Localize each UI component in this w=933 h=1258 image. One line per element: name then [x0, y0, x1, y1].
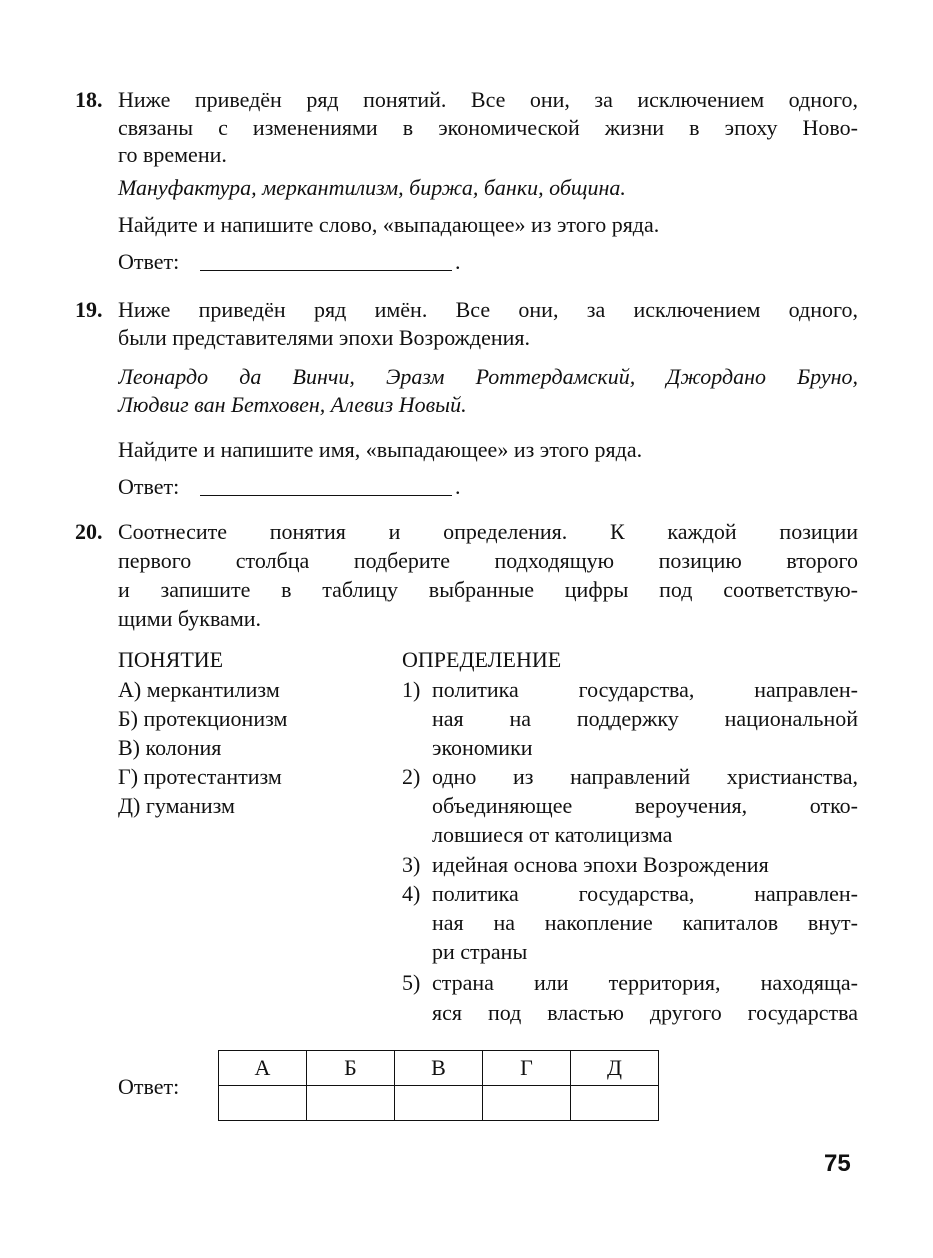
definition-number: 5)	[402, 970, 421, 995]
q19-names-line: Леонардо да Винчи, Эразм Роттердамский, Джордано Бруно,	[118, 364, 858, 389]
definition-number: 3)	[402, 852, 421, 877]
concept-item: Б) протекционизм	[118, 706, 288, 731]
definition-line: яся под властью другого государства	[432, 1000, 858, 1025]
q18-number: 18.	[75, 87, 103, 112]
q19-text-line: были представителями эпохи Возрождения.	[118, 325, 530, 350]
q18-answer-label: Ответ:	[118, 249, 180, 274]
definition-line: политика государства, направлен-	[432, 677, 858, 702]
q19-number: 19.	[75, 297, 103, 322]
concept-item: Д) гуманизм	[118, 793, 235, 818]
q18-text-line: го времени.	[118, 142, 227, 167]
definition-line: политика государства, направлен-	[432, 881, 858, 906]
definition-number: 4)	[402, 881, 421, 906]
answer-table-header: Д	[571, 1051, 659, 1086]
q19-instruction: Найдите и напишите имя, «выпадающее» из этого ряда.	[118, 437, 643, 462]
answer-table-header: А	[219, 1051, 307, 1086]
period: .	[455, 249, 461, 274]
definition-line: ная на накопление капиталов внут-	[432, 910, 858, 935]
q18-terms: Мануфактура, меркантилизм, биржа, банки, община.	[118, 175, 626, 200]
period: .	[455, 474, 461, 499]
q20-text-line: Соотнесите понятия и определения. К каждой позиции	[118, 519, 858, 544]
answer-table	[218, 1050, 659, 1121]
definition-line: ная на поддержку национальной	[432, 706, 858, 731]
q20-number: 20.	[75, 519, 103, 544]
q20-text-line: щими буквами.	[118, 606, 262, 631]
definition-line: объединяющее вероучения, отко-	[432, 793, 858, 818]
page-number: 75	[824, 1150, 851, 1177]
concept-item: Г) протестантизм	[118, 764, 282, 789]
definition-line: одно из направлений христианства,	[432, 764, 858, 789]
definition-line: экономики	[432, 735, 533, 760]
q19-answer-field[interactable]	[200, 495, 452, 496]
q19-answer-label: Ответ:	[118, 474, 180, 499]
definition-line: страна или территория, находяща-	[432, 970, 858, 995]
answer-table-header: В	[395, 1051, 483, 1086]
q18-text-line: связаны с изменениями в экономической жизни в эпоху Ново-	[118, 115, 858, 140]
answer-table-header: Б	[307, 1051, 395, 1086]
definition-line: ри страны	[432, 939, 528, 964]
q18-instruction: Найдите и напишите слово, «выпадающее» из этого ряда.	[118, 212, 660, 237]
q18-text-line: Ниже приведён ряд понятий. Все они, за исключением одного,	[118, 87, 858, 112]
definition-number: 2)	[402, 764, 421, 789]
definition-line: ловшиеся от католицизма	[432, 822, 673, 847]
q20-text-line: и запишите в таблицу выбранные цифры под соответствую-	[118, 577, 858, 602]
answer-cell[interactable]	[395, 1086, 483, 1121]
q19-names-line: Людвиг ван Бетховен, Алевиз Новый.	[118, 392, 467, 417]
concept-header: ПОНЯТИЕ	[118, 647, 224, 672]
q18-answer-field[interactable]	[200, 270, 452, 271]
concept-item: В) колония	[118, 735, 222, 760]
answer-cell[interactable]	[219, 1086, 307, 1121]
definition-line: идейная основа эпохи Возрождения	[432, 852, 769, 877]
definition-number: 1)	[402, 677, 421, 702]
definition-header: ОПРЕДЕЛЕНИЕ	[402, 647, 562, 672]
q20-answer-label: Ответ:	[118, 1074, 180, 1099]
concept-item: А) меркантилизм	[118, 677, 280, 702]
answer-cell[interactable]	[307, 1086, 395, 1121]
q20-text-line: первого столбца подберите подходящую позицию второго	[118, 548, 858, 573]
q19-text-line: Ниже приведён ряд имён. Все они, за исключением одного,	[118, 297, 858, 322]
answer-cell[interactable]	[571, 1086, 659, 1121]
answer-table-header: Г	[483, 1051, 571, 1086]
answer-cell[interactable]	[483, 1086, 571, 1121]
